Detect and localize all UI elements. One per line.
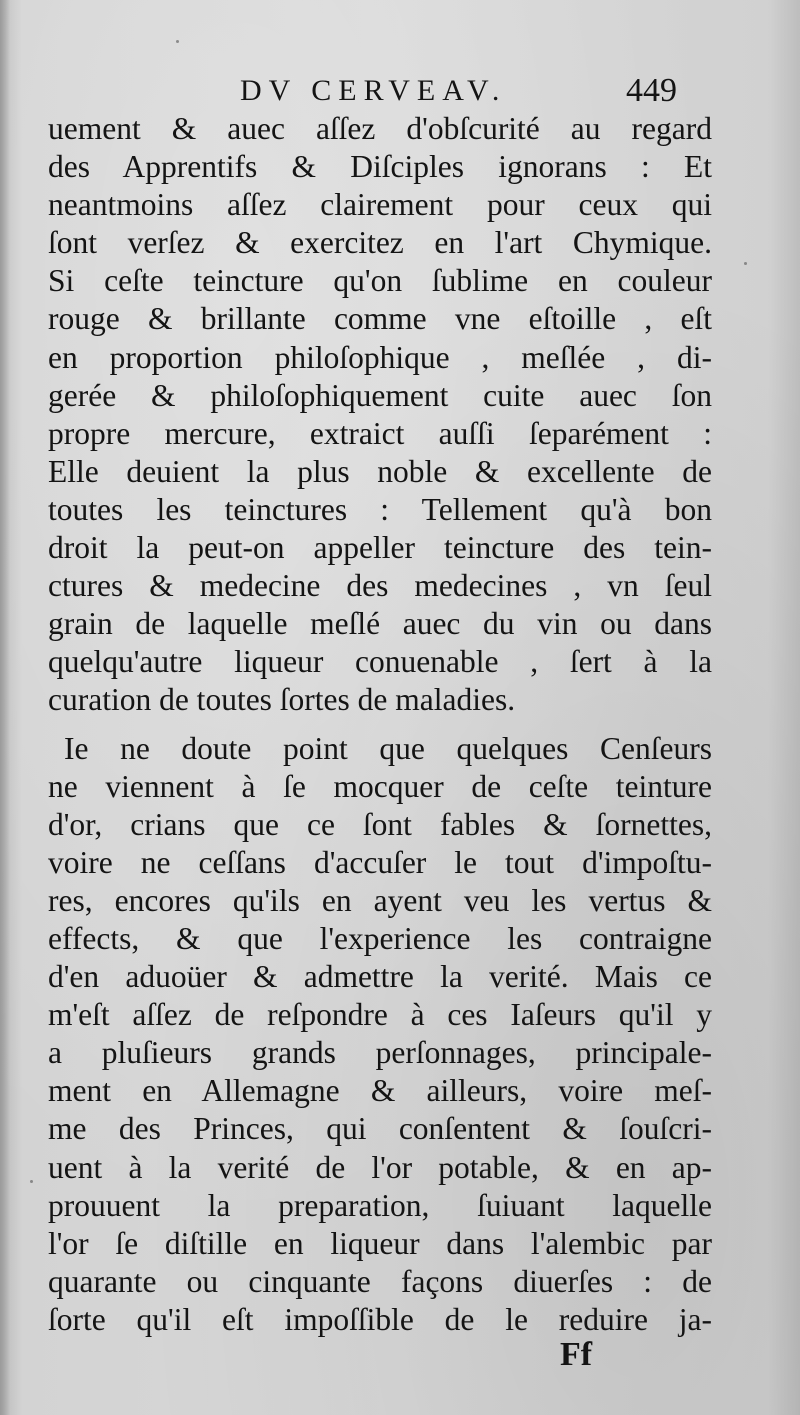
signature-mark: Ff bbox=[560, 1336, 593, 1373]
text-line: Si ceſte teincture qu'on ſublime en couleur bbox=[48, 263, 712, 299]
page-number: 449 bbox=[626, 72, 677, 109]
text-line: rouge & brillante comme vne eſtoille , eſt bbox=[48, 301, 712, 337]
text-line: me des Princes, qui conſentent & ſouſcri- bbox=[48, 1111, 712, 1147]
text-line: neantmoins aſſez clairement pour ceux qui bbox=[48, 187, 712, 223]
paper-speck bbox=[744, 262, 747, 265]
paragraph-1 bbox=[48, 110, 712, 720]
text-line: des Apprentifs & Diſciples ignorans : Et bbox=[48, 149, 712, 185]
paper-speck bbox=[176, 40, 179, 43]
text-line: prouuent la preparation, ſuiuant laquelle bbox=[48, 1187, 712, 1223]
text-line: en proportion philoſophique , meſlée , di- bbox=[48, 339, 712, 375]
text-line: res, encores qu'ils en ayent veu les vertus & bbox=[48, 882, 712, 918]
text-line: propre mercure, extraict auſſi ſeparément : bbox=[48, 415, 712, 451]
text-line: quarante ou cinquante façons diuerſes : de bbox=[48, 1263, 712, 1299]
text-line: droit la peut-on appeller teincture des tein- bbox=[48, 530, 712, 566]
text-line: ſorte qu'il eſt impoſſible de le reduire ja- bbox=[48, 1301, 712, 1337]
text-line: curation de toutes ſortes de maladies. bbox=[48, 682, 516, 718]
paper-speck bbox=[30, 1180, 33, 1183]
text-line: l'or ſe diſtille en liqueur dans l'alembic par bbox=[48, 1225, 712, 1261]
text-line: toutes les teinctures : Tellement qu'à bon bbox=[48, 491, 712, 527]
text-line: ment en Allemagne & ailleurs, voire meſ- bbox=[48, 1073, 712, 1109]
text-line: effects, & que l'experience les contraigne bbox=[48, 920, 712, 956]
text-line: Ie ne doute point que quelques Cenſeurs bbox=[64, 730, 712, 766]
text-line: ſont verſez & exercitez en l'art Chymique. bbox=[48, 225, 712, 261]
text-line: voire ne ceſſans d'accuſer le tout d'impoſtu- bbox=[48, 844, 712, 880]
paragraph-2 bbox=[48, 730, 712, 1340]
text-line: ctures & medecine des medecines , vn ſeul bbox=[48, 568, 712, 604]
running-head: DV CERVEAV. bbox=[240, 74, 507, 107]
text-line: a pluſieurs grands perſonnages, principale- bbox=[48, 1035, 712, 1071]
text-line: Elle deuient la plus noble & excellente de bbox=[48, 453, 712, 489]
text-line: d'or, crians que ce ſont fables & ſornettes, bbox=[48, 806, 712, 842]
page-gutter-shadow bbox=[0, 0, 10, 1415]
text-line: quelqu'autre liqueur conuenable , ſert à la bbox=[48, 644, 712, 680]
paragraph-gap bbox=[48, 720, 712, 730]
text-line: uent à la verité de l'or potable, & en ap- bbox=[48, 1149, 712, 1185]
text-line: d'en aduoüer & admettre la verité. Mais ce bbox=[48, 959, 712, 995]
text-line: gerée & philoſophiquement cuite auec ſon bbox=[48, 377, 712, 413]
text-line: ne viennent à ſe mocquer de ceſte teinture bbox=[48, 768, 712, 804]
text-line: m'eſt aſſez de reſpondre à ces Iaſeurs qu'il y bbox=[48, 997, 712, 1033]
text-line: uement & auec aſſez d'obſcurité au regard bbox=[48, 111, 712, 146]
text-line: grain de laquelle meſlé auec du vin ou dans bbox=[48, 606, 712, 642]
body-text bbox=[48, 110, 712, 1339]
